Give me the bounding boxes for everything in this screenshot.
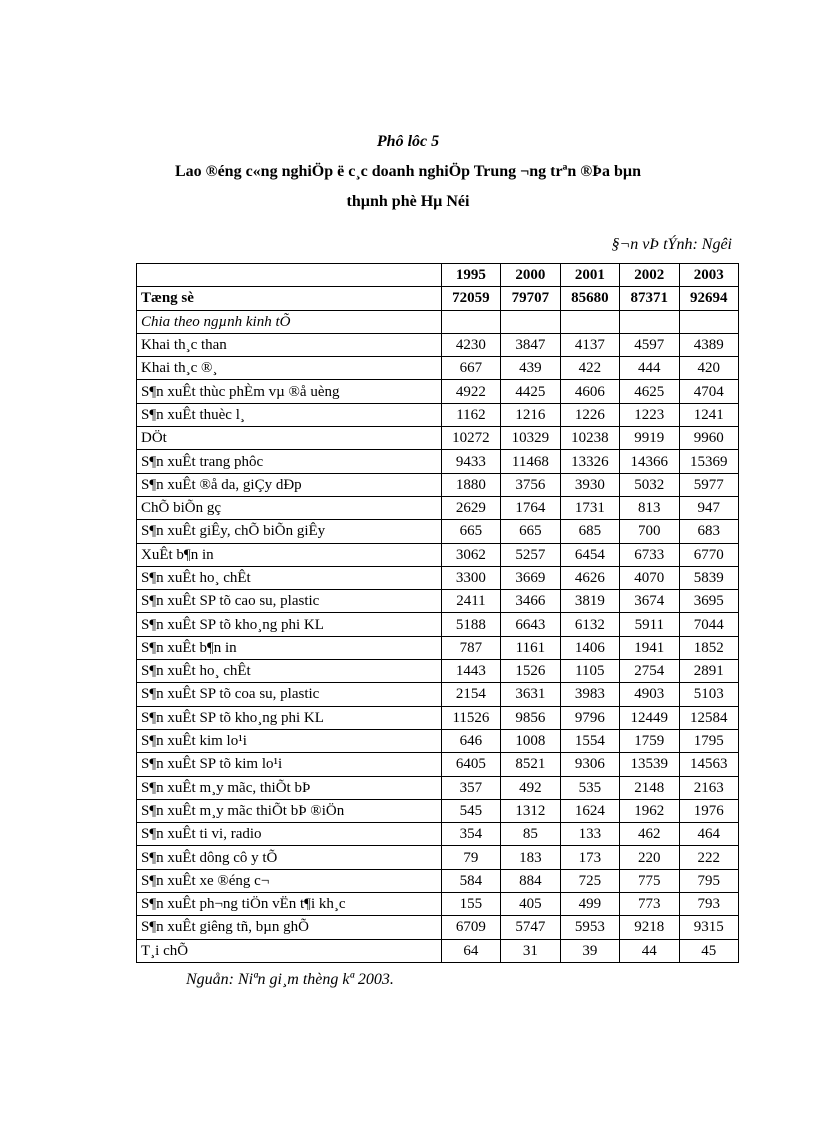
row-value: 3983 bbox=[560, 683, 619, 706]
row-value: 1216 bbox=[501, 403, 560, 426]
total-value: 87371 bbox=[620, 287, 679, 310]
row-value: 4625 bbox=[620, 380, 679, 403]
row-label: S¶n xuÊt thuèc l¸ bbox=[137, 403, 442, 426]
row-value: 9433 bbox=[441, 450, 500, 473]
row-value: 5747 bbox=[501, 916, 560, 939]
row-value: 10329 bbox=[501, 427, 560, 450]
row-value: 4137 bbox=[560, 333, 619, 356]
table-row bbox=[137, 543, 739, 566]
row-value: 464 bbox=[679, 823, 738, 846]
row-label: Khai th¸c ®¸ bbox=[137, 357, 442, 380]
row-value: 545 bbox=[441, 799, 500, 822]
table-row bbox=[137, 380, 739, 403]
row-value: 85 bbox=[501, 823, 560, 846]
row-value: 220 bbox=[620, 846, 679, 869]
row-value: 14366 bbox=[620, 450, 679, 473]
row-value: 665 bbox=[501, 520, 560, 543]
header-cell-year: 2000 bbox=[501, 264, 560, 287]
empty-cell bbox=[560, 310, 619, 333]
row-label: S¶n xuÊt ph¬ng tiÖn vËn t¶i kh¸c bbox=[137, 893, 442, 916]
table-row bbox=[137, 869, 739, 892]
appendix-title: Phô lôc 5 bbox=[376, 133, 440, 150]
row-value: 1554 bbox=[560, 729, 619, 752]
total-value: 72059 bbox=[441, 287, 500, 310]
table-row bbox=[137, 403, 739, 426]
row-value: 492 bbox=[501, 776, 560, 799]
row-label: S¶n xuÊt SP tõ cao su, plastic bbox=[137, 590, 442, 613]
row-value: 2754 bbox=[620, 660, 679, 683]
row-label: S¶n xuÊt kim lo¹i bbox=[137, 729, 442, 752]
row-value: 5032 bbox=[620, 473, 679, 496]
row-value: 3819 bbox=[560, 590, 619, 613]
row-value: 155 bbox=[441, 893, 500, 916]
row-label: Khai th¸c than bbox=[137, 333, 442, 356]
table-row bbox=[137, 566, 739, 589]
header-row bbox=[137, 264, 739, 287]
row-value: 683 bbox=[679, 520, 738, 543]
row-value: 6643 bbox=[501, 613, 560, 636]
row-value: 1941 bbox=[620, 636, 679, 659]
row-value: 64 bbox=[441, 939, 500, 962]
row-value: 584 bbox=[441, 869, 500, 892]
row-label: S¶n xuÊt SP tõ kho¸ng phi KL bbox=[137, 613, 442, 636]
row-label: XuÊt b¶n in bbox=[137, 543, 442, 566]
row-value: 10238 bbox=[560, 427, 619, 450]
row-value: 3300 bbox=[441, 566, 500, 589]
row-label: S¶n xuÊt m¸y mãc, thiÕt bÞ bbox=[137, 776, 442, 799]
row-value: 2629 bbox=[441, 496, 500, 519]
row-value: 3930 bbox=[560, 473, 619, 496]
row-value: 4922 bbox=[441, 380, 500, 403]
row-value: 9919 bbox=[620, 427, 679, 450]
table-row bbox=[137, 683, 739, 706]
row-value: 3674 bbox=[620, 590, 679, 613]
row-value: 6709 bbox=[441, 916, 500, 939]
row-label: S¶n xuÊt ti vi, radio bbox=[137, 823, 442, 846]
row-value: 1764 bbox=[501, 496, 560, 519]
row-label: S¶n xuÊt ho¸ chÊt bbox=[137, 566, 442, 589]
table-row bbox=[137, 823, 739, 846]
row-value: 1241 bbox=[679, 403, 738, 426]
total-row bbox=[137, 287, 739, 310]
row-value: 9218 bbox=[620, 916, 679, 939]
row-value: 79 bbox=[441, 846, 500, 869]
row-value: 5911 bbox=[620, 613, 679, 636]
row-label: S¶n xuÊt giÊy, chÕ biÕn giÊy bbox=[137, 520, 442, 543]
row-value: 3669 bbox=[501, 566, 560, 589]
row-value: 5103 bbox=[679, 683, 738, 706]
row-value: 6733 bbox=[620, 543, 679, 566]
table-row bbox=[137, 776, 739, 799]
row-value: 3847 bbox=[501, 333, 560, 356]
row-label: S¶n xuÊt ®å da, giÇy dÐp bbox=[137, 473, 442, 496]
row-value: 665 bbox=[441, 520, 500, 543]
row-value: 3695 bbox=[679, 590, 738, 613]
row-value: 4704 bbox=[679, 380, 738, 403]
row-label: S¶n xuÊt xe ®éng c¬ bbox=[137, 869, 442, 892]
table-row bbox=[137, 590, 739, 613]
row-value: 4626 bbox=[560, 566, 619, 589]
empty-cell bbox=[501, 310, 560, 333]
table-title-line-1: Lao ®éng c«ng nghiÖp ë c¸c doanh nghiÖp Trung ¬ng trªn ®Þa bµn bbox=[174, 163, 642, 180]
row-value: 31 bbox=[501, 939, 560, 962]
row-label: S¶n xuÊt thùc phÈm vµ ®å uèng bbox=[137, 380, 442, 403]
row-label: S¶n xuÊt SP tõ kho¸ng phi KL bbox=[137, 706, 442, 729]
row-value: 6405 bbox=[441, 753, 500, 776]
row-value: 1443 bbox=[441, 660, 500, 683]
row-value: 1880 bbox=[441, 473, 500, 496]
row-value: 3466 bbox=[501, 590, 560, 613]
row-value: 787 bbox=[441, 636, 500, 659]
row-value: 405 bbox=[501, 893, 560, 916]
row-value: 3631 bbox=[501, 683, 560, 706]
row-value: 9315 bbox=[679, 916, 738, 939]
header-cell-year: 2001 bbox=[560, 264, 619, 287]
table-row bbox=[137, 753, 739, 776]
row-label: ChÕ biÕn gç bbox=[137, 496, 442, 519]
row-value: 9856 bbox=[501, 706, 560, 729]
row-value: 1976 bbox=[679, 799, 738, 822]
empty-cell bbox=[620, 310, 679, 333]
row-value: 1162 bbox=[441, 403, 500, 426]
header-cell-year: 2002 bbox=[620, 264, 679, 287]
row-value: 535 bbox=[560, 776, 619, 799]
row-value: 4425 bbox=[501, 380, 560, 403]
total-value: 79707 bbox=[501, 287, 560, 310]
row-value: 685 bbox=[560, 520, 619, 543]
row-value: 1105 bbox=[560, 660, 619, 683]
row-value: 9796 bbox=[560, 706, 619, 729]
table-row bbox=[137, 333, 739, 356]
empty-cell bbox=[679, 310, 738, 333]
row-value: 2154 bbox=[441, 683, 500, 706]
row-value: 15369 bbox=[679, 450, 738, 473]
table-row bbox=[137, 473, 739, 496]
group-row bbox=[137, 310, 739, 333]
row-value: 2163 bbox=[679, 776, 738, 799]
row-value: 1795 bbox=[679, 729, 738, 752]
total-label: Tæng sè bbox=[137, 287, 442, 310]
row-value: 4230 bbox=[441, 333, 500, 356]
labor-table bbox=[136, 263, 739, 963]
table-row bbox=[137, 450, 739, 473]
row-value: 4606 bbox=[560, 380, 619, 403]
row-value: 884 bbox=[501, 869, 560, 892]
header-cell-year: 1995 bbox=[441, 264, 500, 287]
table-row bbox=[137, 427, 739, 450]
row-label: S¶n xuÊt dông cô y tÕ bbox=[137, 846, 442, 869]
row-value: 1624 bbox=[560, 799, 619, 822]
row-value: 4389 bbox=[679, 333, 738, 356]
row-value: 3756 bbox=[501, 473, 560, 496]
row-label: S¶n xuÊt SP tõ coa su, plastic bbox=[137, 683, 442, 706]
row-value: 2891 bbox=[679, 660, 738, 683]
row-value: 1223 bbox=[620, 403, 679, 426]
row-value: 5977 bbox=[679, 473, 738, 496]
row-value: 45 bbox=[679, 939, 738, 962]
table-row bbox=[137, 846, 739, 869]
row-value: 793 bbox=[679, 893, 738, 916]
row-label: DÖt bbox=[137, 427, 442, 450]
row-value: 1008 bbox=[501, 729, 560, 752]
row-value: 9960 bbox=[679, 427, 738, 450]
row-value: 1852 bbox=[679, 636, 738, 659]
table-row bbox=[137, 706, 739, 729]
table-row bbox=[137, 729, 739, 752]
row-value: 8521 bbox=[501, 753, 560, 776]
total-value: 85680 bbox=[560, 287, 619, 310]
row-value: 12584 bbox=[679, 706, 738, 729]
table-row bbox=[137, 520, 739, 543]
row-value: 1759 bbox=[620, 729, 679, 752]
table-row bbox=[137, 660, 739, 683]
row-label: T¸i chÕ bbox=[137, 939, 442, 962]
unit-label: §¬n vÞ tÝnh: Ngêi bbox=[611, 236, 732, 253]
row-value: 439 bbox=[501, 357, 560, 380]
row-value: 183 bbox=[501, 846, 560, 869]
row-value: 2148 bbox=[620, 776, 679, 799]
row-value: 2411 bbox=[441, 590, 500, 613]
row-value: 10272 bbox=[441, 427, 500, 450]
row-value: 700 bbox=[620, 520, 679, 543]
row-value: 354 bbox=[441, 823, 500, 846]
table-row bbox=[137, 496, 739, 519]
row-label: S¶n xuÊt trang phôc bbox=[137, 450, 442, 473]
row-value: 11526 bbox=[441, 706, 500, 729]
table-row bbox=[137, 939, 739, 962]
row-value: 947 bbox=[679, 496, 738, 519]
row-value: 7044 bbox=[679, 613, 738, 636]
row-value: 422 bbox=[560, 357, 619, 380]
row-value: 6454 bbox=[560, 543, 619, 566]
row-value: 1962 bbox=[620, 799, 679, 822]
empty-cell bbox=[441, 310, 500, 333]
header-cell bbox=[137, 264, 442, 287]
table-title-line-2: thµnh phè Hµ Néi bbox=[346, 193, 470, 210]
row-value: 1731 bbox=[560, 496, 619, 519]
row-value: 773 bbox=[620, 893, 679, 916]
table-row bbox=[137, 799, 739, 822]
row-value: 6132 bbox=[560, 613, 619, 636]
header-cell-year: 2003 bbox=[679, 264, 738, 287]
table-row bbox=[137, 916, 739, 939]
row-value: 9306 bbox=[560, 753, 619, 776]
row-value: 667 bbox=[441, 357, 500, 380]
row-value: 795 bbox=[679, 869, 738, 892]
row-value: 5257 bbox=[501, 543, 560, 566]
row-value: 39 bbox=[560, 939, 619, 962]
row-value: 1526 bbox=[501, 660, 560, 683]
row-value: 11468 bbox=[501, 450, 560, 473]
source-note: Nguån: Niªn gi¸m thèng kª 2003. bbox=[186, 971, 394, 988]
row-value: 1406 bbox=[560, 636, 619, 659]
row-value: 646 bbox=[441, 729, 500, 752]
row-value: 13326 bbox=[560, 450, 619, 473]
row-value: 499 bbox=[560, 893, 619, 916]
row-value: 1161 bbox=[501, 636, 560, 659]
table-row bbox=[137, 357, 739, 380]
table-row bbox=[137, 893, 739, 916]
row-value: 1312 bbox=[501, 799, 560, 822]
row-value: 4070 bbox=[620, 566, 679, 589]
row-value: 357 bbox=[441, 776, 500, 799]
row-value: 5839 bbox=[679, 566, 738, 589]
row-value: 173 bbox=[560, 846, 619, 869]
row-label: S¶n xuÊt SP tõ kim lo¹i bbox=[137, 753, 442, 776]
row-value: 4903 bbox=[620, 683, 679, 706]
row-label: S¶n xuÊt b¶n in bbox=[137, 636, 442, 659]
row-label: S¶n xuÊt giêng tñ, bµn ghÕ bbox=[137, 916, 442, 939]
row-value: 222 bbox=[679, 846, 738, 869]
row-value: 5953 bbox=[560, 916, 619, 939]
row-value: 444 bbox=[620, 357, 679, 380]
row-value: 813 bbox=[620, 496, 679, 519]
row-value: 462 bbox=[620, 823, 679, 846]
row-value: 420 bbox=[679, 357, 738, 380]
row-value: 5188 bbox=[441, 613, 500, 636]
row-label: S¶n xuÊt ho¸ chÊt bbox=[137, 660, 442, 683]
row-value: 133 bbox=[560, 823, 619, 846]
row-value: 13539 bbox=[620, 753, 679, 776]
row-value: 44 bbox=[620, 939, 679, 962]
row-value: 3062 bbox=[441, 543, 500, 566]
row-value: 1226 bbox=[560, 403, 619, 426]
table-row bbox=[137, 613, 739, 636]
row-label: S¶n xuÊt m¸y mãc thiÕt bÞ ®iÖn bbox=[137, 799, 442, 822]
row-value: 725 bbox=[560, 869, 619, 892]
row-value: 775 bbox=[620, 869, 679, 892]
row-value: 14563 bbox=[679, 753, 738, 776]
table-row bbox=[137, 636, 739, 659]
group-label: Chia theo ngµnh kinh tÕ bbox=[137, 310, 442, 333]
row-value: 6770 bbox=[679, 543, 738, 566]
row-value: 12449 bbox=[620, 706, 679, 729]
row-value: 4597 bbox=[620, 333, 679, 356]
total-value: 92694 bbox=[679, 287, 738, 310]
